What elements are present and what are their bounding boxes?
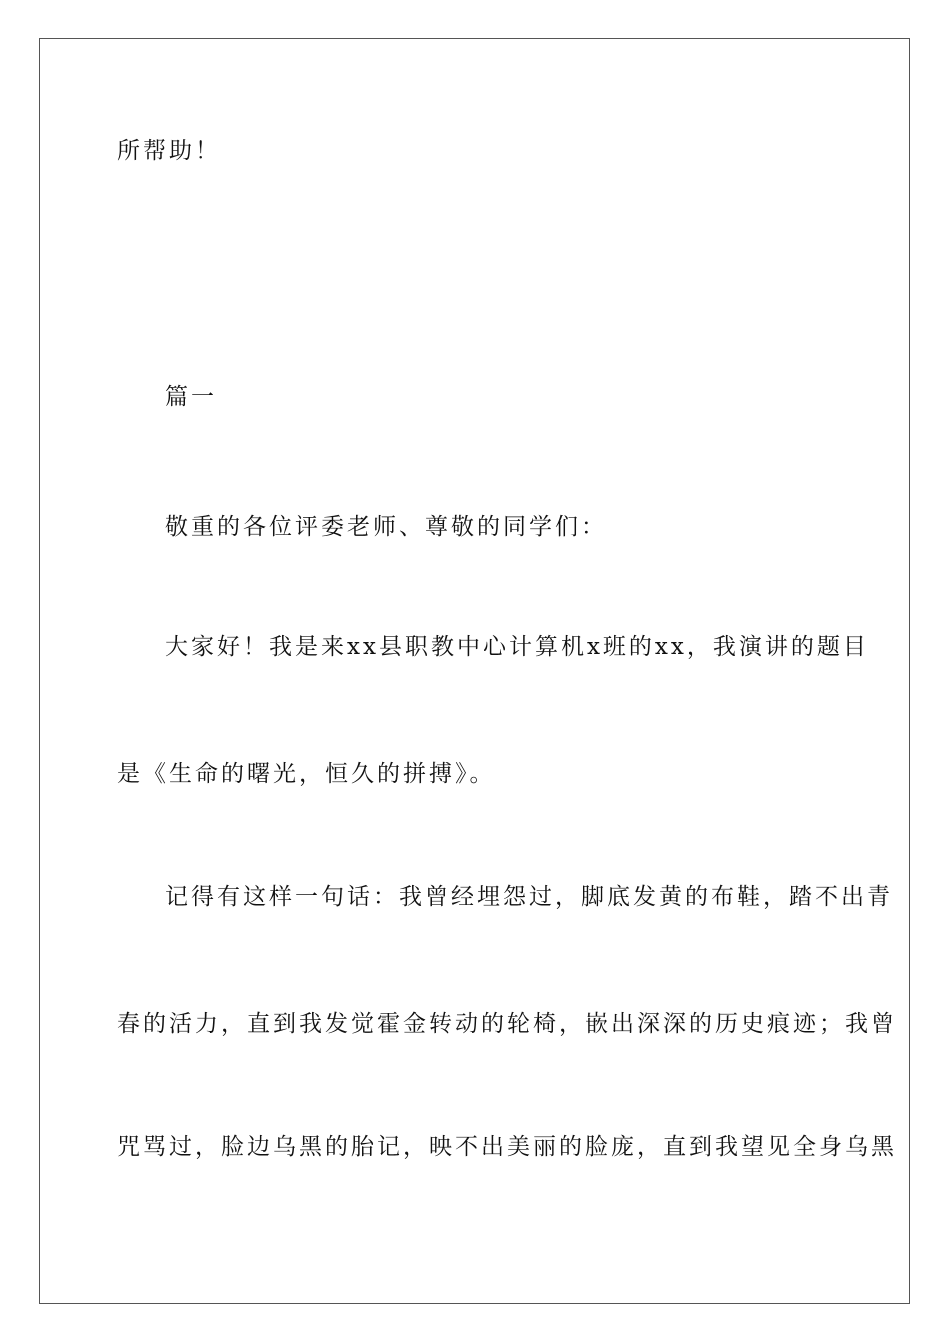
paragraph-2-line-1: 记得有这样一句话：我曾经埋怨过，脚底发黄的布鞋，踏不出青 <box>165 884 893 910</box>
paragraph-1-line-1: 大家好！我是来xx县职教中心计算机x班的xx，我演讲的题目 <box>165 634 869 660</box>
section-heading: 篇一 <box>165 384 217 410</box>
page-border <box>39 38 910 1304</box>
paragraph-2-line-3: 咒骂过，脸边乌黑的胎记，映不出美丽的脸庞，直到我望见全身乌黑 <box>117 1134 897 1160</box>
paragraph-1-line-2: 是《生命的曙光，恒久的拼搏》。 <box>117 761 496 787</box>
salutation-line: 敬重的各位评委老师、尊敬的同学们： <box>165 514 607 540</box>
text-line-continuation: 所帮助！ <box>117 138 221 164</box>
paragraph-2-line-2: 春的活力，直到我发觉霍金转动的轮椅，嵌出深深的历史痕迹；我曾 <box>117 1011 897 1037</box>
